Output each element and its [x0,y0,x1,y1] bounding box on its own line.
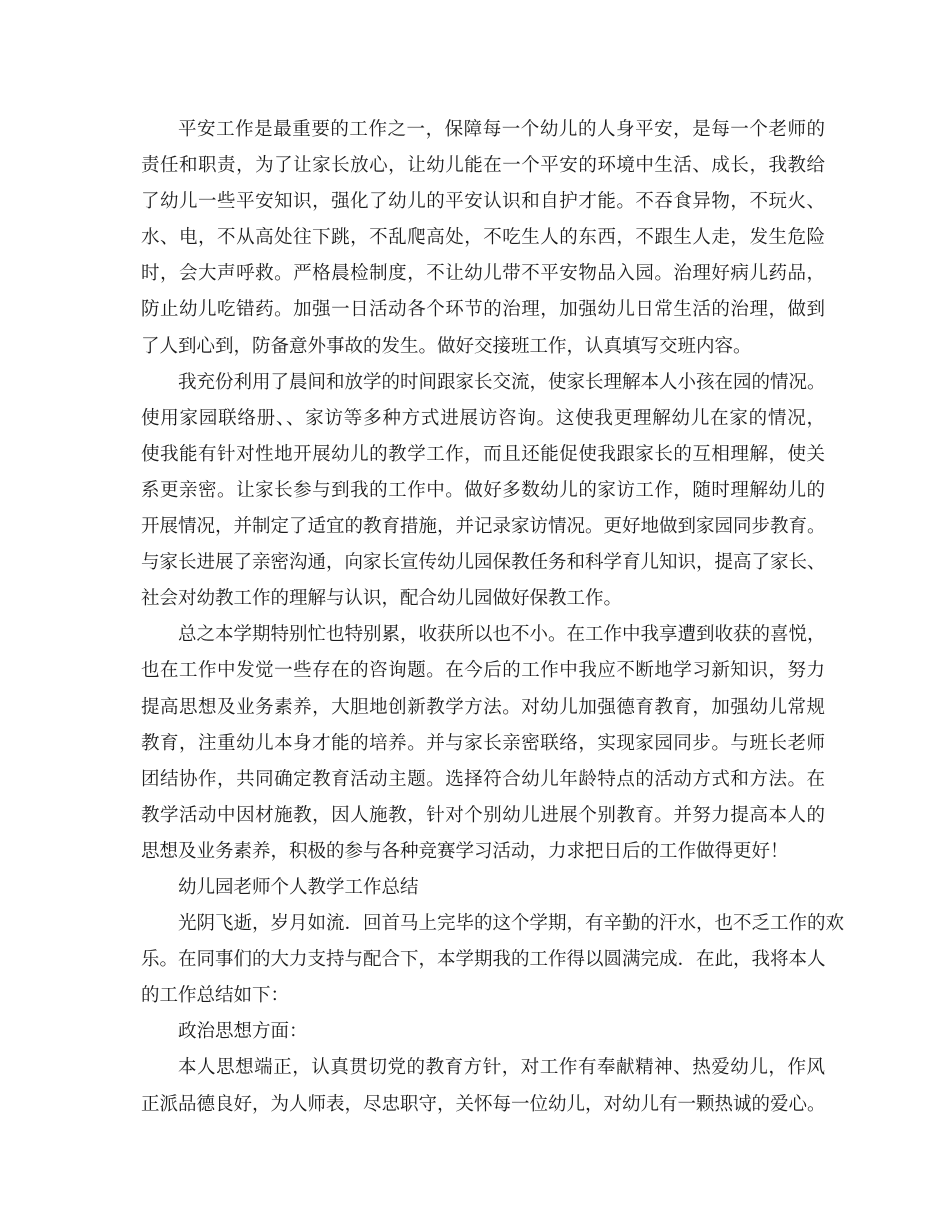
text-line: 了人到心到，防备意外事故的发生。做好交接班工作，认真填写交班内容。 [141,335,752,357]
text-line: 使我能有针对性地开展幼儿的教学工作，而且还能促使我跟家长的互相理解，使关 [141,443,825,465]
text-line: 也在工作中发觉一些存在的咨询题。在今后的工作中我应不断地学习新知识，努力 [141,660,825,682]
text-line: 教学活动中因材施教，因人施教，针对个别幼儿进展个别教育。并努力提高本人的 [141,804,825,826]
text-line: 团结协作，共同确定教育活动主题。选择符合幼儿年龄特点的活动方式和方法。在 [141,768,825,790]
document-body [141,112,845,1123]
text-line: 教育，注重幼儿本身才能的培养。并与家长亲密联络，实现家园同步。与班长老师 [141,732,825,754]
text-line: 正派品德良好，为人师表，尽忠职守，关怀每一位幼儿，对幼儿有一颗热诚的爱心。 [141,1093,826,1115]
text-line: 防止幼儿吃错药。加强一日活动各个环节的治理，加强幼儿日常生活的治理，做到 [141,299,825,321]
text-line: 光阴飞逝，岁月如流．回首马上完毕的这个学期，有辛勤的汗水，也不乏工作的欢 [178,913,845,935]
text-line: 时，会大声呼救。严格晨检制度，不让幼儿带不平安物品入园。治理好病儿药品， [141,263,825,285]
text-line: 责任和职责，为了让家长放心，让幼儿能在一个平安的环境中生活、成长，我教给 [141,155,825,177]
paragraph-summary [141,617,825,870]
paragraph-parents [141,365,825,618]
text-line: 我充份利用了晨间和放学的时间跟家长交流，使家长理解本人小孩在园的情况。 [178,371,826,393]
paragraph-intro [141,906,845,1014]
paragraph-political [141,1050,825,1122]
heading-line: 幼儿园老师个人教学工作总结 [178,876,419,898]
text-line: 开展情况，并制定了适宜的教育措施，并记录家访情况。更好地做到家园同步教育。 [141,516,826,538]
text-line: 了幼儿一些平安知识，强化了幼儿的平安认识和自护才能。不吞食异物，不玩火、 [141,191,825,213]
text-line: 系更亲密。让家长参与到我的工作中。做好多数幼儿的家访工作，随时理解幼儿的 [141,479,825,501]
text-line: 思想及业务素养，积极的参与各种竞赛学习活动，力求把日后的工作做得更好！ [141,840,789,862]
text-line: 本人思想端正，认真贯切党的教育方针，对工作有奉献精神、热爱幼儿，作风 [178,1057,825,1079]
text-line: 社会对幼教工作的理解与认识，配合幼儿园做好保教工作。 [141,588,623,610]
text-line: 水、电，不从高处往下跳，不乱爬高处，不吃生人的东西，不跟生人走，发生危险 [141,227,825,249]
text-line: 提高思想及业务素养，大胆地创新教学方法。对幼儿加强德育教育，加强幼儿常规 [141,696,825,718]
text-line: 的工作总结如下： [141,985,290,1007]
section-heading [141,870,825,906]
subsection-heading [141,1014,825,1050]
text-line: 与家长进展了亲密沟通，向家长宣传幼儿园保教任务和科学育儿知识，提高了家长、 [141,552,826,574]
text-line: 乐。在同事们的大力支持与配合下，本学期我的工作得以圆满完成．在此，我将本人 [141,949,826,971]
text-line: 总之本学期特别忙也特别累，收获所以也不小。在工作中我享遭到收获的喜悦， [178,624,826,646]
heading-line: 政治思想方面： [178,1021,308,1043]
paragraph-safety [141,112,825,365]
text-line: 平安工作是最重要的工作之一，保障每一个幼儿的人身平安，是每一个老师的 [178,119,825,140]
text-line: 使用家园联络册、、家访等多种方式进展访咨询。这使我更理解幼儿在家的情况， [141,407,825,429]
